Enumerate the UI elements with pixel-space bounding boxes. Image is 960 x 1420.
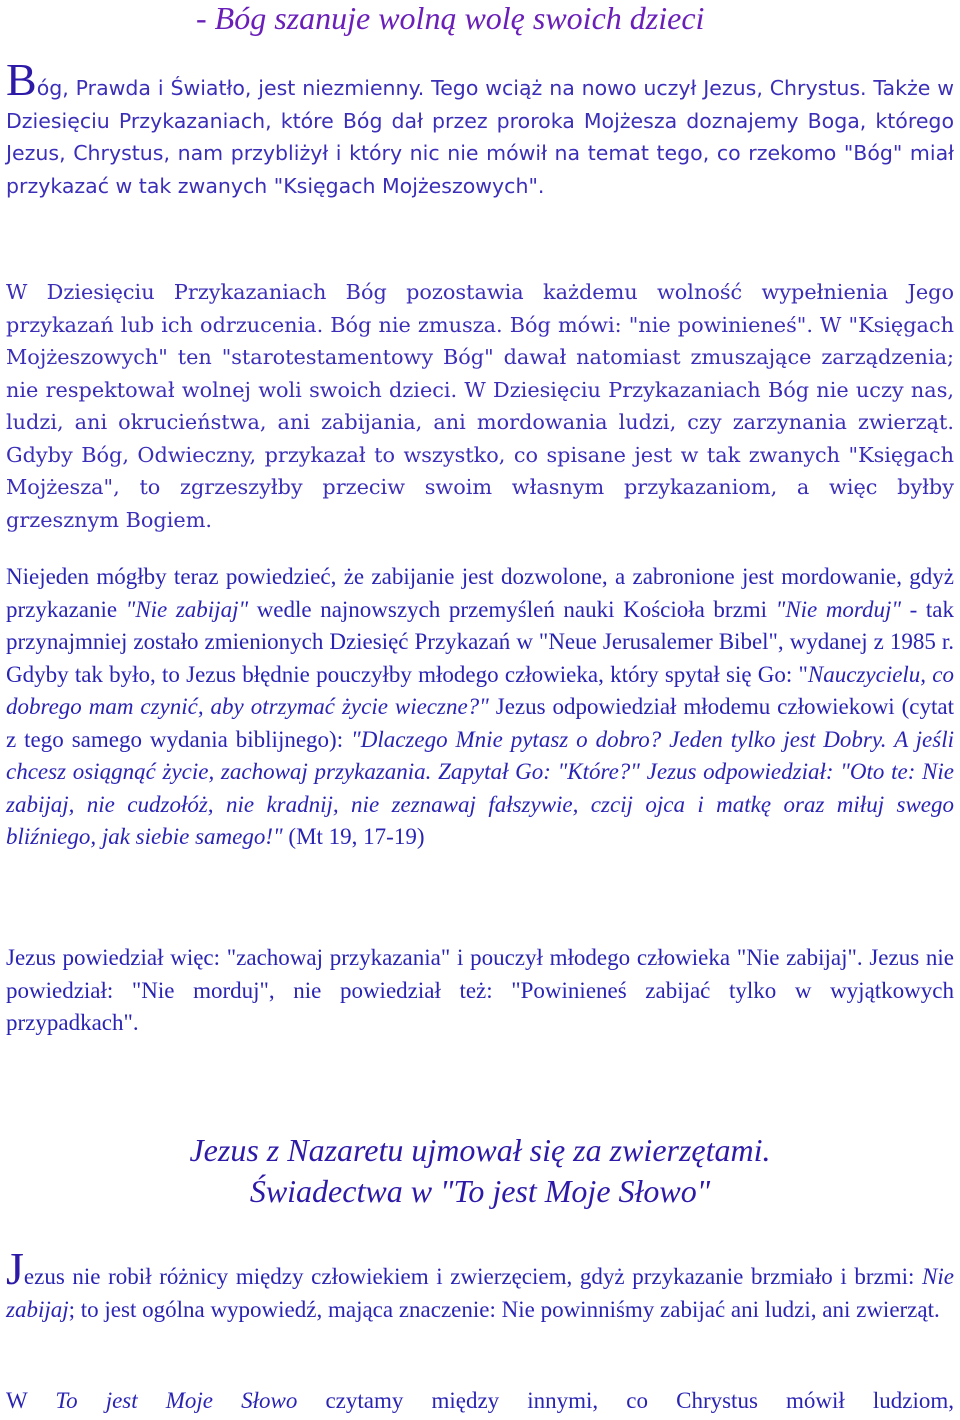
- text-run: ezus nie robił różnicy między człowiekiem i zwierzęciem, gdyż przykazanie brzmiało i brzmi:: [23, 1264, 923, 1289]
- italic-quote: Nauczycielu, co dobrego mam czynić, aby otrzymać życie wieczne?": [6, 661, 954, 719]
- paragraph-killing: [6, 561, 954, 854]
- section-heading-line1: Jezus z Nazaretu ujmował się za zwierzętami.: [189, 1132, 771, 1168]
- text-run: czytamy między innymi, co Chrystus mówił ludziom,: [297, 1388, 955, 1413]
- paragraph-free-will: [6, 276, 954, 536]
- italic-book-title: To jest Moje Słowo: [55, 1388, 298, 1413]
- paragraph-commandments: [6, 942, 954, 1040]
- paragraph-last: [6, 1385, 954, 1418]
- paragraph-animals: [6, 1243, 954, 1326]
- drop-cap: J: [6, 1243, 24, 1294]
- text-run: - tak przynajmniej zostało zmienionych Dziesięć Przykazań w "Neue Jerusalemer Bibel", wydanej z 1985 r. Gdyby tak było, to Jezus błędnie pouczyłby młodego człowieka, który spytał się Go: ": [6, 596, 954, 687]
- text-run: (Mt 19, 17-19): [282, 824, 425, 849]
- italic-quote: "Nie morduj": [775, 596, 902, 622]
- drop-cap: B: [6, 54, 37, 105]
- italic-quote: "Nie zabijaj": [125, 596, 249, 622]
- paragraph-text: óg, Prawda i Światło, jest niezmienny. Tego wciąż na nowo uczył Jezus, Chrystus. Także w Dziesięciu Przykazaniach, które Bóg dał przez proroka Mojżesza doznajemy Boga, którego Jezus, Chrystus, nam przybliżył i który nic nie mówił na temat tego, co rzekomo "Bóg" miał przykazać w tak zwanych "Księgach Mojżeszowych".: [6, 76, 954, 198]
- italic-quote: "Dlaczego Mnie pytasz o dobro? Jeden tylko jest Dobry. A jeśli chcesz osiągnąć życie, zachowaj przykazania. Zapytał Go: "Które?" Jezus odpowiedział: "Oto te: Nie zabijaj, nie cudzołóż, nie kradnij, nie zeznawaj fałszywie, czcij ojca i matkę oraz miłuj swego bliźniego, jak siebie samego!": [6, 726, 954, 849]
- paragraph-text: Jezus powiedział więc: "zachowaj przykazania" i pouczył młodego człowieka "Nie zabijaj". Jezus nie powiedział: "Nie morduj", nie powiedział też: "Powinieneś zabijać tylko w wyjątkowych przypadkach".: [6, 945, 954, 1035]
- page-heading: - Bóg szanuje wolną wolę swoich dzieci: [196, 0, 705, 36]
- text-run: Jezus odpowiedział młodemu człowiekowi (cytat z tego samego wydania biblijnego):: [6, 694, 954, 752]
- text-run: W: [6, 1388, 56, 1413]
- paragraph-intro: [6, 54, 954, 202]
- text-run: Niejeden mógłby teraz powiedzieć, że zabijanie jest dozwolone, a zabronione jest mordowanie, gdyż przykazanie: [6, 564, 954, 622]
- paragraph-text: W Dziesięciu Przykazaniach Bóg pozostawia każdemu wolność wypełnienia Jego przykazań lub ich odrzucenia. Bóg nie zmusza. Bóg mówi: "nie powinieneś". W "Księgach Mojżeszowych" ten "starotestamentowy Bóg" dawał natomiast zmuszające zarządzenia; nie respektował wolnej woli swoich dzieci. W Dziesięciu Przykazaniach Bóg nie uczy nas, ludzi, ani okrucieństwa, ani zabijania, ani mordowania ludzi, czy zarzynania zwierząt. Gdyby Bóg, Odwieczny, przykazał to wszystko, co spisane jest w tak zwanych "Księgach Mojżesza", to zgrzeszyłby przeciw swoim własnym przykazaniom, a więc byłby grzesznym Bogiem.: [6, 280, 954, 532]
- text-run: ; to jest ogólna wypowiedź, mająca znaczenie: Nie powinniśmy zabijać ani ludzi, ani zwierząt.: [68, 1296, 940, 1322]
- section-heading-line2: Świadectwa w "To jest Moje Słowo": [249, 1173, 711, 1209]
- text-run: wedle najnowszych przemyśleń nauki Kościoła brzmi: [248, 596, 776, 622]
- section-heading: [6, 1130, 954, 1212]
- italic-quote: Nie zabijaj: [6, 1264, 954, 1322]
